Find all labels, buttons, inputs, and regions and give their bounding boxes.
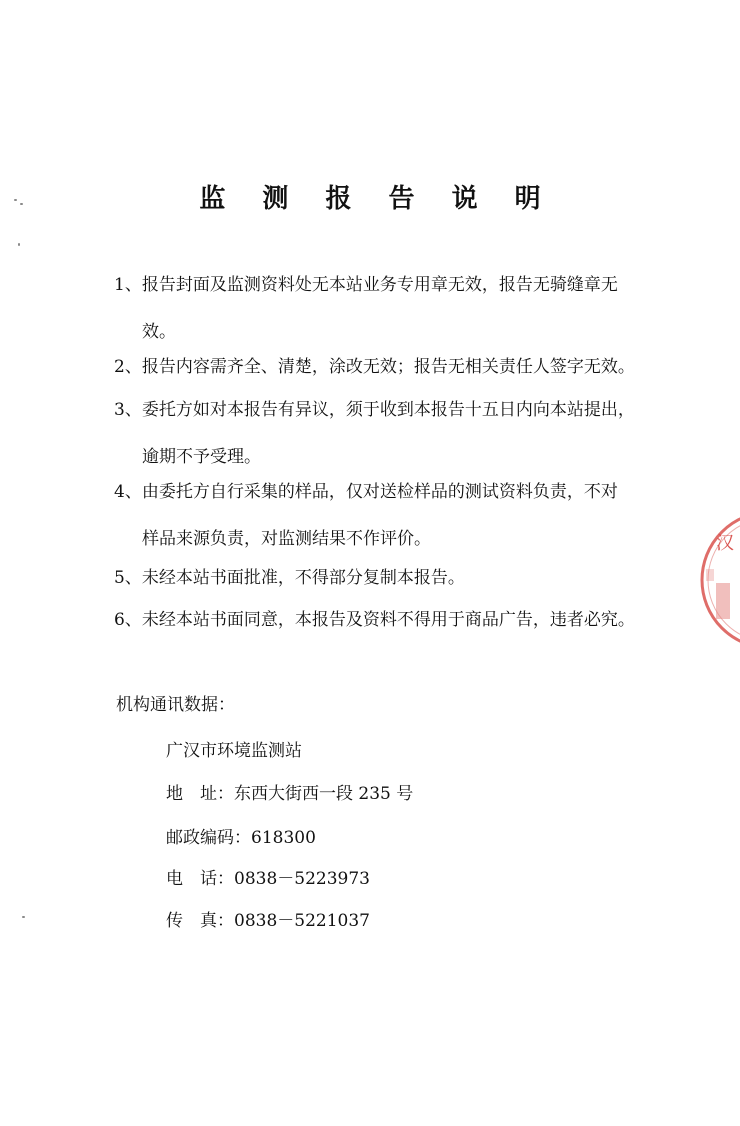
item-text: 未经本站书面批准，不得部分复制本报告。 [141, 568, 465, 588]
address-line [166, 779, 413, 804]
item-number: 2、 [114, 357, 142, 377]
list-item [114, 597, 674, 644]
fax-label: 传 真： [166, 911, 234, 931]
phone-label: 电 话： [166, 869, 234, 889]
contact-heading: 机构通讯数据： [116, 695, 235, 715]
item-number: 3、 [114, 400, 142, 420]
list-item [114, 555, 674, 602]
item-text: 由委托方自行采集的样品，仅对送检样品的测试资料负责，不对 [141, 482, 618, 502]
item-number: 6、 [114, 610, 142, 630]
fax-value: 0838－5221037 [234, 911, 370, 931]
address-value: 东西大街西一段 235 号 [234, 784, 414, 804]
seal-character: 汉 [716, 533, 734, 554]
phone-line [166, 864, 370, 889]
item-text: 报告内容需齐全、清楚，涂改无效；报告无相关责任人签字无效。 [141, 357, 635, 377]
scan-mark [18, 243, 20, 246]
list-item [114, 387, 674, 481]
fax-line [166, 906, 370, 931]
item-number: 5、 [114, 568, 142, 588]
official-seal-stamp [700, 505, 740, 665]
page-title: 监 测 报 告 说 明 [199, 184, 555, 214]
item-text-continued: 样品来源负责，对监测结果不作评价。 [142, 529, 431, 549]
item-text-continued: 逾期不予受理。 [142, 447, 261, 467]
item-text: 报告封面及监测资料处无本站业务专用章无效，报告无骑缝章无 [141, 275, 618, 295]
item-text: 未经本站书面同意，本报告及资料不得用于商品广告，违者必究。 [141, 610, 635, 630]
list-item [114, 469, 674, 563]
item-number: 1、 [114, 275, 142, 295]
list-item [114, 262, 674, 356]
scan-mark [22, 916, 25, 918]
postcode-line [166, 823, 316, 848]
address-label: 地 址： [166, 784, 234, 804]
list-item [114, 344, 674, 391]
postcode-value: 618300 [251, 828, 316, 848]
phone-value: 0838－5223973 [234, 869, 370, 889]
org-name: 广汉市环境监测站 [166, 741, 302, 761]
item-text: 委托方如对本报告有异议，须于收到本报告十五日内向本站提出， [141, 400, 635, 420]
item-text-continued: 效。 [142, 322, 176, 342]
postcode-label: 邮政编码： [166, 828, 251, 848]
item-number: 4、 [114, 482, 142, 502]
